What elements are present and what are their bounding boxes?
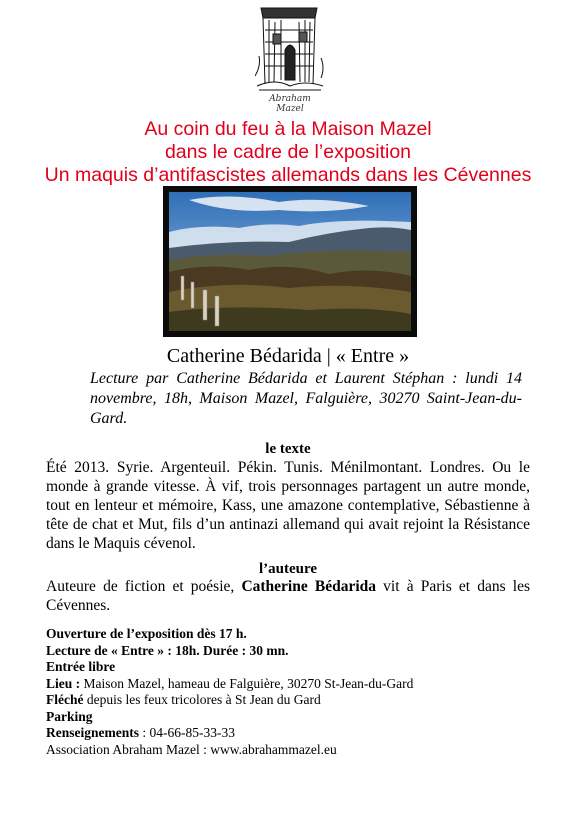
house-sketch-icon bbox=[255, 6, 325, 94]
event-title: Catherine Bédarida | « Entre » bbox=[166, 345, 410, 367]
info-association[interactable]: Association Abraham Mazel : www.abrahammazel.eu bbox=[46, 741, 337, 757]
logo-signature: Abraham Mazel bbox=[269, 94, 311, 114]
info-parking: Parking bbox=[46, 708, 93, 724]
lecture-details: Lecture par Catherine Bédarida et Laurent Stéphan : lundi 14 novembre, 18h, Maison Mazel, Falguière, 30270 Saint-Jean-du-Gard. bbox=[90, 370, 522, 427]
info-renseignements-value: : 04-66-85-33-33 bbox=[139, 725, 235, 740]
info-fleche-value: depuis les feux tricolores à St Jean du Gard bbox=[83, 692, 321, 707]
info-ouverture: Ouverture de l’exposition dès 17 h. bbox=[46, 626, 247, 641]
practical-info bbox=[46, 626, 530, 758]
auteure-body-after: vit à Paris et dans les Cévennes. bbox=[46, 578, 531, 614]
info-entree: Entrée libre bbox=[46, 659, 116, 674]
info-lecture: Lecture de « Entre » : 18h. Durée : 30 mn. bbox=[46, 642, 289, 658]
auteure-body-before: Auteure de fiction et poésie, bbox=[46, 578, 242, 595]
header-line-1: Au coin du feu à la Maison Mazel bbox=[144, 118, 432, 140]
texte-body: Été 2013. Syrie. Argenteuil. Pékin. Tunis. Ménilmontant. Londres. Ou le monde à grande vitesse. À vif, trois personnages partagent un autre monde, tout en lenteur et mémoire, Kass, une amazone contemplative, Sébastienne à tête de chat et Mut, fils d’un antinazi allemand qui avait rejoint la Résistance dans le Maquis cévenol. bbox=[46, 459, 530, 552]
info-fleche-label: Fléché bbox=[46, 692, 84, 707]
auteure-heading: l’auteure bbox=[258, 561, 318, 577]
info-lieu-label: Lieu : bbox=[46, 675, 81, 691]
header-line-3: Un maquis d’antifascistes allemands dans les Cévennes bbox=[44, 164, 532, 186]
info-renseignements-label: Renseignements bbox=[46, 725, 139, 740]
landscape-photo bbox=[163, 186, 417, 337]
header-line-2: dans le cadre de l’exposition bbox=[164, 141, 412, 163]
auteure-name: Catherine Bédarida bbox=[241, 578, 377, 595]
info-lieu-value: Maison Mazel, hameau de Falguière, 30270 St-Jean-du-Gard bbox=[80, 675, 414, 691]
texte-heading: le texte bbox=[265, 441, 311, 457]
auteure-body bbox=[46, 577, 530, 615]
maison-mazel-logo bbox=[255, 6, 325, 114]
